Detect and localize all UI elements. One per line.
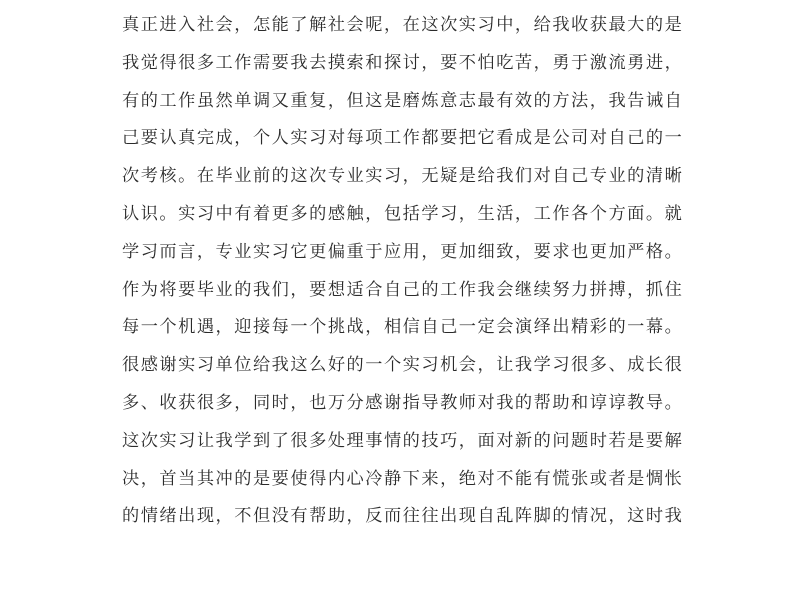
text-line: 决，首当其冲的是要使得内心冷静下来，绝对不能有慌张或者是惆怅 (122, 468, 682, 489)
body-text (122, 7, 682, 536)
text-line: 有的工作虽然单调又重复，但这是磨炼意志最有效的方法，我告诫自 (122, 90, 682, 111)
text-line: 多、收获很多，同时，也万分感谢指导教师对我的帮助和谆谆教导。 (122, 392, 682, 413)
text-line: 作为将要毕业的我们，要想适合自己的工作我会继续努力拼搏，抓住 (122, 279, 682, 300)
text-line: 己要认真完成，个人实习对每项工作都要把它看成是公司对自己的一 (122, 128, 682, 149)
text-line: 次考核。在毕业前的这次专业实习，无疑是给我们对自己专业的清晰 (122, 166, 682, 187)
text-line: 认识。实习中有着更多的感触，包括学习，生活，工作各个方面。就 (122, 203, 682, 224)
text-line: 这次实习让我学到了很多处理事情的技巧，面对新的问题时若是要解 (122, 430, 682, 451)
text-line: 我觉得很多工作需要我去摸索和探讨，要不怕吃苦，勇于激流勇进， (122, 52, 682, 73)
text-line: 学习而言，专业实习它更偏重于应用，更加细致，要求也更加严格。 (122, 241, 682, 262)
text-line: 很感谢实习单位给我这么好的一个实习机会，让我学习很多、成长很 (122, 355, 682, 376)
text-line: 真正进入社会，怎能了解社会呢，在这次实习中，给我收获最大的是 (122, 15, 682, 35)
text-line: 每一个机遇，迎接每一个挑战，相信自己一定会演绎出精彩的一幕。 (122, 317, 682, 338)
text-line: 的情绪出现，不但没有帮助，反而往往出现自乱阵脚的情况，这时我 (122, 506, 682, 527)
